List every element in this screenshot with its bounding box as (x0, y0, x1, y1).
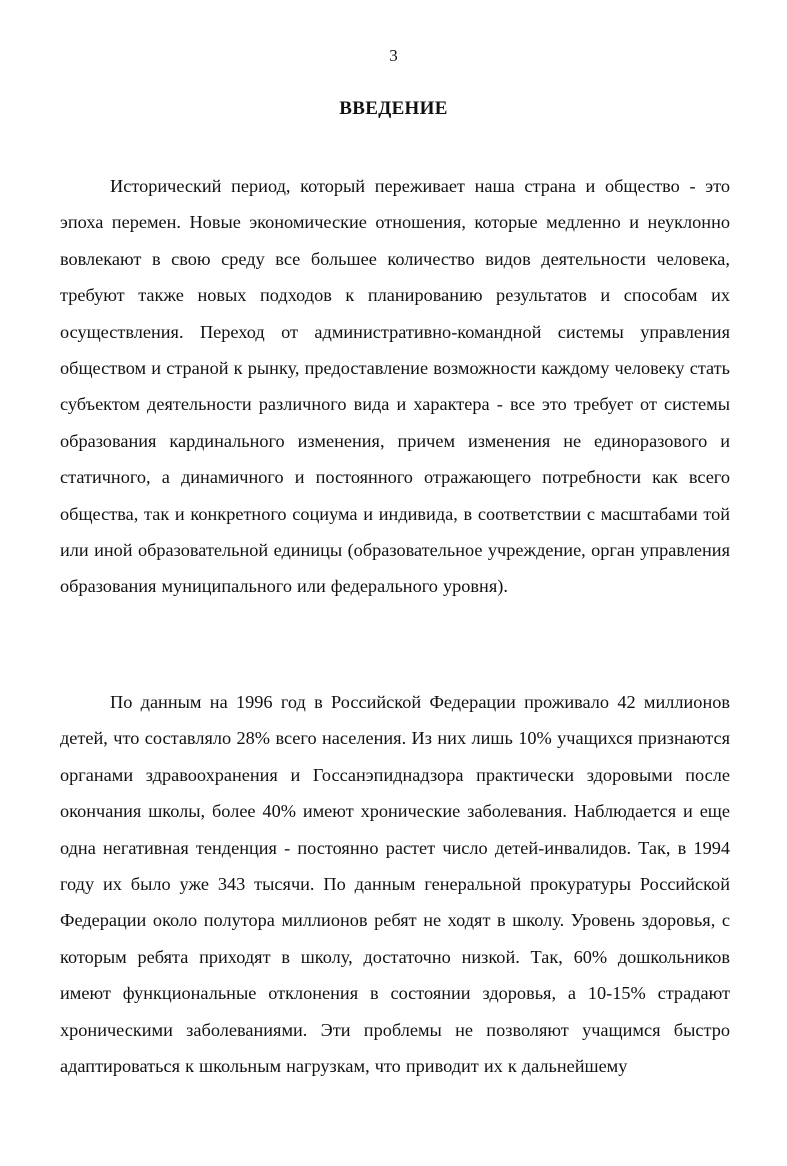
paragraph-intro: Исторический период, который переживает наша страна и общество - это эпоха перемен. Новые экономические отношения, которые медленно и неуклонно вовлекают в свою среду все большее количество видов деятельности человека, требуют также новых подходов к планированию результатов и способам их осуществления. Переход от административно-командной системы управления обществом и страной к рынку, предоставление возможности каждому человеку стать субъектом деятельности различного вида и характера - все это требует от системы образования кардинального изменения, причем изменения не единоразового и статичного, а динамичного и постоянного отражающего потребности как всего общества, так и конкретного социума и индивида, в соответствии с масштабами той или иной образовательной единицы (образовательное учреждение, орган управления образования муниципального или федерального уровня). (60, 176, 730, 597)
section-title: ВВЕДЕНИЕ (339, 98, 448, 119)
page-number: 3 (389, 46, 398, 65)
paragraph-statistics: По данным на 1996 год в Российской Федерации проживало 42 миллионов детей, что составляло 28% всего населения. Из них лишь 10% учащихся признаются органами здравоохранения и Госсанэпиднадзора практически здоровыми после окончания школы, более 40% имеют хронические заболевания. Наблюдается и еще одна негативная тенденция - постоянно растет число детей-инвалидов. Так, в 1994 году их было уже 343 тысячи. По данным генеральной прокуратуры Российской Федерации около полутора миллионов ребят не ходят в школу. Уровень здоровья, с которым ребята приходят в школу, достаточно низкой. Так, 60% дошкольников имеют функциональные отклонения в состоянии здоровья, а 10-15% страдают хроническими заболеваниями. Эти проблемы не позволяют учащимся быстро адаптироваться к школьным нагрузкам, что приводит их к дальнейшему (60, 692, 730, 1077)
